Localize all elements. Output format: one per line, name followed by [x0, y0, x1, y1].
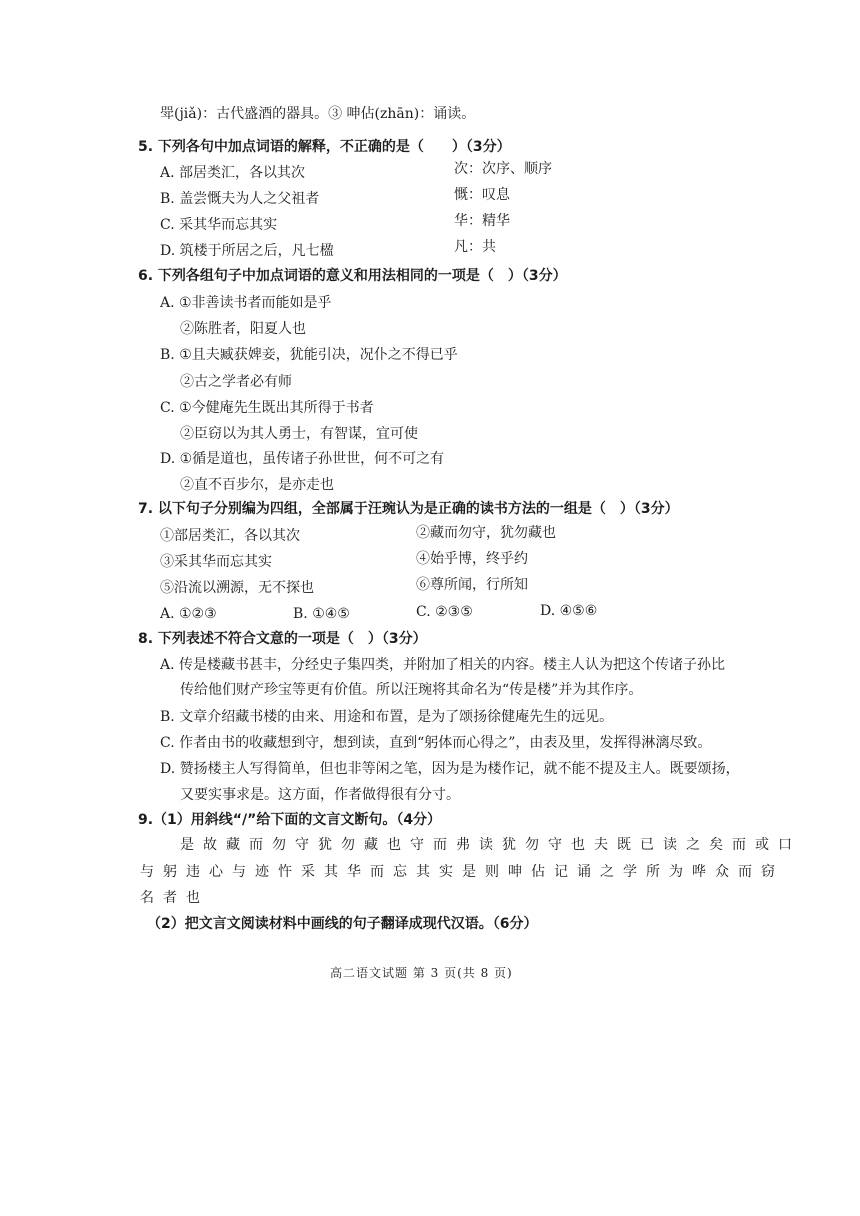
q9-passage-line-3: 名者也	[140, 890, 209, 906]
top-note: 斝(jiǎ)：古代盛酒的器具。③ 呻佔(zhān)：诵读。	[160, 106, 476, 122]
q8-stem: 8. 下列表述不符合文意的一项是（ ）（3分）	[138, 631, 427, 647]
q8-line-a1: A. 传是楼藏书甚丰，分经史子集四类，并附加了相关的内容。楼主人认为把这个传诸子孙比	[160, 657, 726, 673]
q6-line-d1: D. ①循是道也，虽传诸子孙世世，何不可之有	[160, 451, 445, 467]
q5-gloss-a: 次：次序、顺序	[454, 161, 552, 177]
q7-item-4: ④始乎博，终乎约	[416, 551, 528, 567]
q5-option-b: B. 盖尝慨夫为人之父祖者	[160, 191, 320, 207]
q6-line-b1: B. ①且夫臧获婢妾，犹能引决，况仆之不得已乎	[160, 347, 458, 363]
q7-item-1: ①部居类汇，各以其次	[160, 528, 300, 544]
q9-part1: 9.（1）用斜线“/”给下面的文言文断句。（4分）	[138, 812, 442, 828]
q6-line-b2: ②古之学者必有师	[180, 374, 292, 390]
q6-line-c2: ②臣窃以为其人勇士，有智谋，宜可使	[180, 426, 418, 442]
q8-line-c: C. 作者由书的收藏想到守，想到读，直到“躬体而心得之”，由表及里，发挥得淋漓尽致。	[160, 735, 712, 751]
q6-line-d2: ②直不百步尔，是亦走也	[180, 477, 334, 493]
page-footer: 高二语文试题 第 3 页(共 8 页)	[330, 966, 513, 980]
q9-passage-line-2: 与躬违心与迹忤采其华而忘其实是则呻佔记诵之学所为哗众而窃	[140, 864, 784, 880]
q7-choice-a: A. ①②③	[160, 606, 217, 622]
q7-stem: 7. 以下句子分别编为四组，全部属于汪琬认为是正确的读书方法的一组是（ ）（3分）	[138, 501, 679, 517]
q5-gloss-b: 慨：叹息	[454, 187, 510, 203]
q8-line-d2: 又要实事求是。这方面，作者做得很有分寸。	[180, 787, 460, 803]
q7-item-3: ③采其华而忘其实	[160, 554, 272, 570]
q7-item-6: ⑥尊所闻，行所知	[416, 577, 528, 593]
q9-part2: （2）把文言文阅读材料中画线的句子翻译成现代汉语。（6分）	[147, 916, 538, 932]
q5-gloss-d: 凡：共	[454, 239, 496, 255]
q6-line-a1: A. ①非善读书者而能如是乎	[160, 295, 332, 311]
q7-item-2: ②藏而勿守，犹勿藏也	[416, 525, 556, 541]
q9-passage-line-1: 是故藏而勿守犹勿藏也守而弗读犹勿守也夫既已读之矣而或口	[180, 837, 801, 853]
q5-stem: 5. 下列各句中加点词语的解释，不正确的是（ ）（3分）	[138, 139, 511, 155]
q5-option-d: D. 筑楼于所居之后，凡七楹	[160, 243, 334, 259]
q5-option-c: C. 采其华而忘其实	[160, 217, 278, 233]
q6-stem: 6. 下列各组句子中加点词语的意义和用法相同的一项是（ ）（3分）	[138, 268, 567, 284]
q7-choice-c: C. ②③⑤	[416, 604, 473, 620]
q6-line-a2: ②陈胜者，阳夏人也	[180, 321, 306, 337]
q7-choice-b: B. ①④⑤	[293, 606, 350, 622]
q6-line-c1: C. ①今健庵先生既出其所得于书者	[160, 400, 374, 416]
q7-item-5: ⑤沿流以溯源，无不探也	[160, 580, 314, 596]
q8-line-a2: 传给他们财产珍宝等更有价值。所以汪琬将其命名为“传是楼”并为其作序。	[180, 682, 643, 698]
q5-option-a: A. 部居类汇，各以其次	[160, 165, 306, 181]
q8-line-b: B. 文章介绍藏书楼的由来、用途和布置，是为了颂扬徐健庵先生的远见。	[160, 709, 614, 725]
q7-choice-d: D. ④⑤⑥	[540, 603, 598, 619]
q8-line-d1: D. 赞扬楼主人写得简单，但也非等闲之笔，因为是为楼作记，就不能不提及主人。既要颂扬，	[160, 761, 740, 777]
q5-gloss-c: 华：精华	[454, 213, 510, 229]
